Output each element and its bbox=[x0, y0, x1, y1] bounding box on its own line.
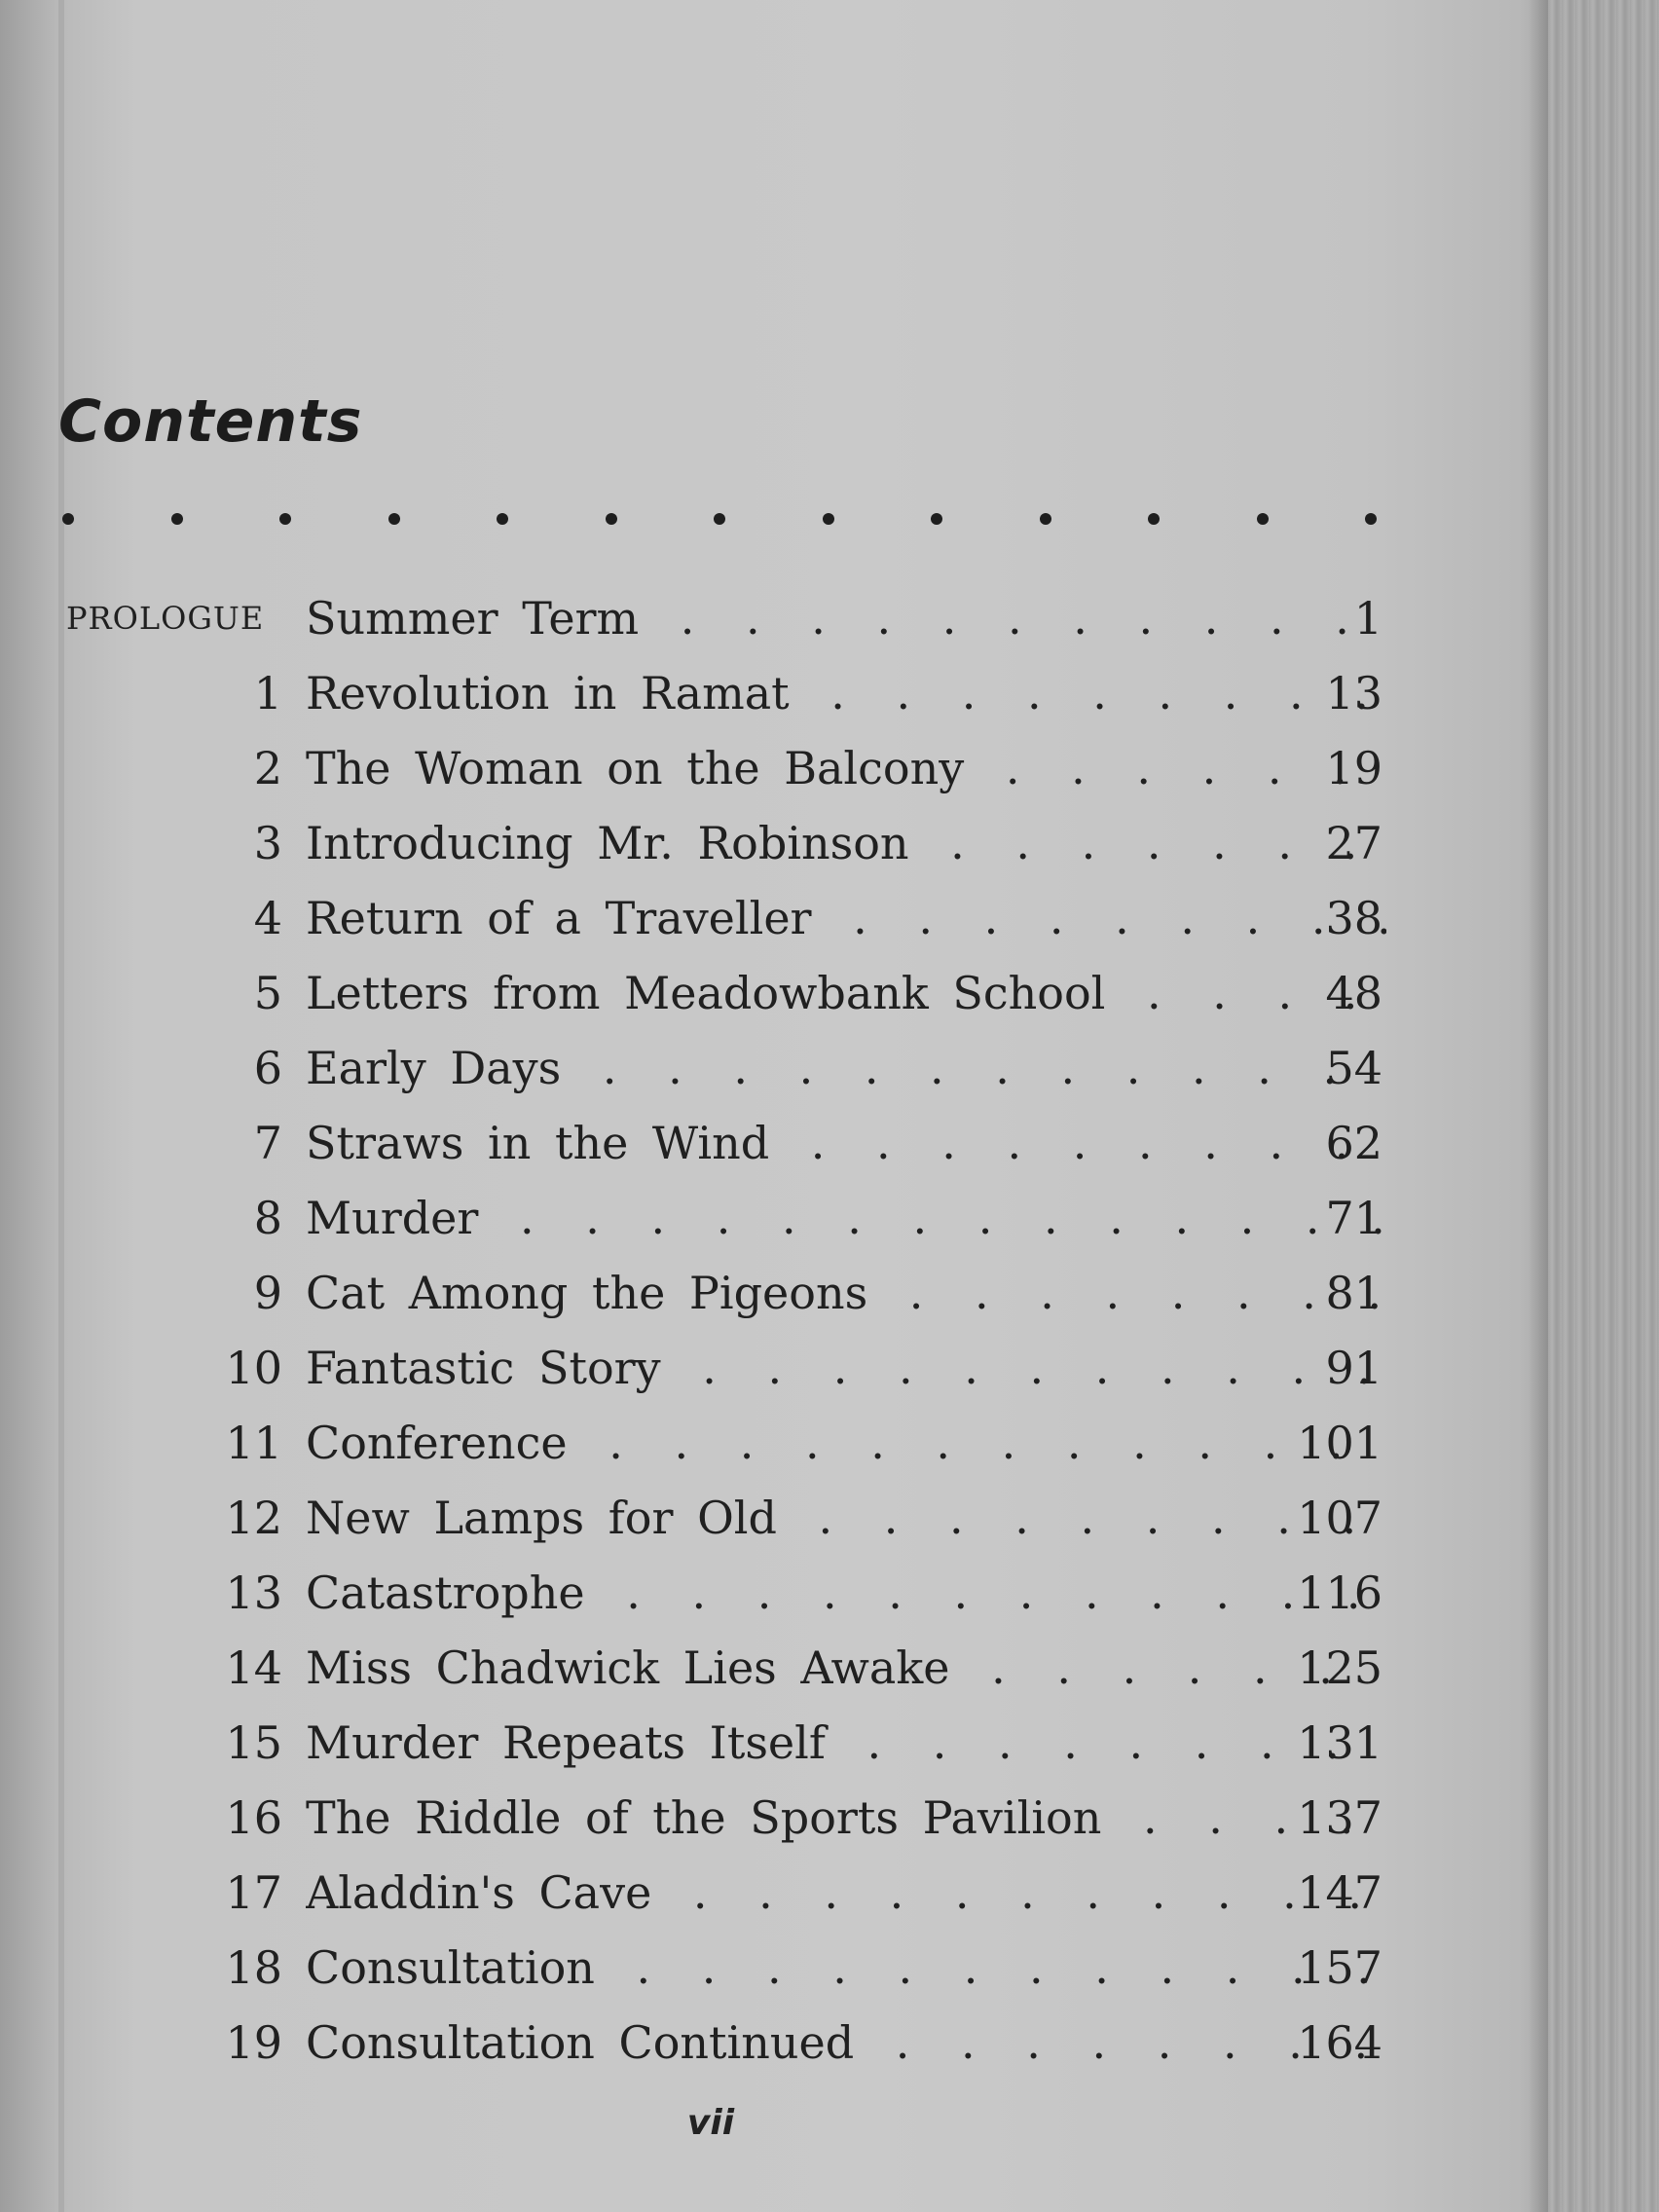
chapter-number: 11 bbox=[225, 1417, 282, 1469]
toc-entry bbox=[0, 1334, 1548, 1402]
chapter-number: 14 bbox=[225, 1641, 282, 1694]
toc-entry-page: 91 bbox=[1325, 1342, 1382, 1394]
toc-entry-page: 13 bbox=[1325, 667, 1382, 719]
toc-entry bbox=[0, 659, 1548, 727]
toc-entry bbox=[0, 1484, 1548, 1552]
book-spine-edge bbox=[1548, 0, 1659, 2212]
chapter-number: 17 bbox=[225, 1866, 282, 1919]
toc-entry-title: Consultation . . bbox=[306, 1934, 1386, 2002]
toc-entry-page: 131 bbox=[1297, 1716, 1382, 1769]
ornament-dot bbox=[1365, 513, 1377, 525]
toc-entry-title: Murder Repeats Itself . . bbox=[306, 1709, 1386, 1777]
toc-entry bbox=[0, 1034, 1548, 1102]
chapter-number: 6 bbox=[253, 1042, 282, 1094]
toc-entry-page: 101 bbox=[1297, 1417, 1382, 1469]
toc-entry-title: The Riddle of the Sports Pavilion . . bbox=[306, 1784, 1386, 1852]
ornament-dot bbox=[1040, 513, 1051, 525]
toc-entry-title: Summer Term . . bbox=[306, 584, 1386, 652]
chapter-number: 10 bbox=[225, 1342, 282, 1394]
toc-entry bbox=[0, 1709, 1548, 1777]
toc-entry-title: Cat Among the Pigeons . . bbox=[306, 1259, 1386, 1327]
toc-entry-prologue bbox=[0, 584, 1548, 652]
prologue-label: PROLOGUE bbox=[66, 600, 265, 637]
chapter-number: 15 bbox=[225, 1716, 282, 1769]
decorative-dot-row bbox=[62, 504, 1377, 534]
toc-entry-page: 164 bbox=[1297, 2016, 1382, 2069]
toc-entry bbox=[0, 1559, 1548, 1627]
toc-entry bbox=[0, 1784, 1548, 1852]
toc-entry-title: Aladdin's Cave . . bbox=[306, 1859, 1386, 1927]
toc-entry-page: 116 bbox=[1297, 1567, 1382, 1619]
ornament-dot bbox=[279, 513, 291, 525]
ornament-dot bbox=[171, 513, 183, 525]
toc-entry-title: Miss Chadwick Lies Awake . . bbox=[306, 1634, 1386, 1702]
chapter-number: 19 bbox=[225, 2016, 282, 2069]
toc-entry-page: 38 bbox=[1325, 892, 1382, 944]
toc-entry-page: 71 bbox=[1325, 1192, 1382, 1244]
toc-entry bbox=[0, 1259, 1548, 1327]
toc-entry-page: 62 bbox=[1325, 1117, 1382, 1169]
chapter-number: 5 bbox=[253, 967, 282, 1019]
toc-entry bbox=[0, 1859, 1548, 1927]
chapter-number: 13 bbox=[225, 1567, 282, 1619]
toc-entry bbox=[0, 1634, 1548, 1702]
toc-entry-page: 137 bbox=[1297, 1791, 1382, 1844]
toc-entry-page: 19 bbox=[1325, 742, 1382, 794]
toc-entry-page: 81 bbox=[1325, 1267, 1382, 1319]
chapter-number: 3 bbox=[253, 817, 282, 869]
chapter-number: 8 bbox=[253, 1192, 282, 1244]
toc-entry-page: 147 bbox=[1297, 1866, 1382, 1919]
toc-entry-title: Early Days . . bbox=[306, 1034, 1386, 1102]
toc-entry-page: 54 bbox=[1325, 1042, 1382, 1094]
toc-entry bbox=[0, 1409, 1548, 1477]
toc-entry-title: Catastrophe . . bbox=[306, 1559, 1386, 1627]
toc-entry-title: The Woman on the Balcony . . bbox=[306, 734, 1386, 802]
chapter-number: 4 bbox=[253, 892, 282, 944]
toc-entry bbox=[0, 959, 1548, 1027]
toc-entry-title: Murder . . bbox=[306, 1184, 1386, 1252]
ornament-dot bbox=[823, 513, 834, 525]
ornament-dot bbox=[388, 513, 400, 525]
chapter-number: 12 bbox=[225, 1492, 282, 1544]
toc-entry bbox=[0, 1934, 1548, 2002]
toc-entry-title: Fantastic Story . . bbox=[306, 1334, 1386, 1402]
toc-entry-title: Revolution in Ramat . . bbox=[306, 659, 1386, 727]
toc-entry-title: Straws in the Wind . . bbox=[306, 1109, 1386, 1177]
ornament-dot bbox=[1257, 513, 1269, 525]
ornament-dot bbox=[931, 513, 942, 525]
contents-heading: Contents bbox=[58, 387, 363, 456]
ornament-dot bbox=[62, 513, 74, 525]
chapter-number: 9 bbox=[253, 1267, 282, 1319]
toc-entry-title: Return of a Traveller . . bbox=[306, 884, 1386, 952]
toc-entry bbox=[0, 884, 1548, 952]
toc-entry bbox=[0, 809, 1548, 877]
toc-entry-title: Introducing Mr. Robinson . . bbox=[306, 809, 1386, 877]
toc-entry bbox=[0, 1184, 1548, 1252]
ornament-dot bbox=[1148, 513, 1160, 525]
toc-entry-page: 125 bbox=[1297, 1641, 1382, 1694]
ornament-dot bbox=[714, 513, 725, 525]
toc-entry-page: 27 bbox=[1325, 817, 1382, 869]
chapter-number: 1 bbox=[253, 667, 282, 719]
page-folio: vii bbox=[686, 2103, 735, 2143]
toc-entry-page: 1 bbox=[1353, 592, 1382, 645]
toc-entry bbox=[0, 2009, 1548, 2077]
chapter-number: 16 bbox=[225, 1791, 282, 1844]
toc-entry-page: 107 bbox=[1297, 1492, 1382, 1544]
toc-entry bbox=[0, 1109, 1548, 1177]
chapter-number: 7 bbox=[253, 1117, 282, 1169]
toc-entry-title: Consultation Continued . . bbox=[306, 2009, 1386, 2077]
toc-entry bbox=[0, 734, 1548, 802]
chapter-number: 2 bbox=[253, 742, 282, 794]
toc-entry-title: New Lamps for Old . . bbox=[306, 1484, 1386, 1552]
toc-entry-title: Letters from Meadowbank School . . bbox=[306, 959, 1386, 1027]
toc-entry-title: Conference . . bbox=[306, 1409, 1386, 1477]
toc-entry-page: 157 bbox=[1297, 1941, 1382, 1994]
chapter-number: 18 bbox=[225, 1941, 282, 1994]
ornament-dot bbox=[497, 513, 508, 525]
ornament-dot bbox=[606, 513, 617, 525]
toc-entry-page: 48 bbox=[1325, 967, 1382, 1019]
